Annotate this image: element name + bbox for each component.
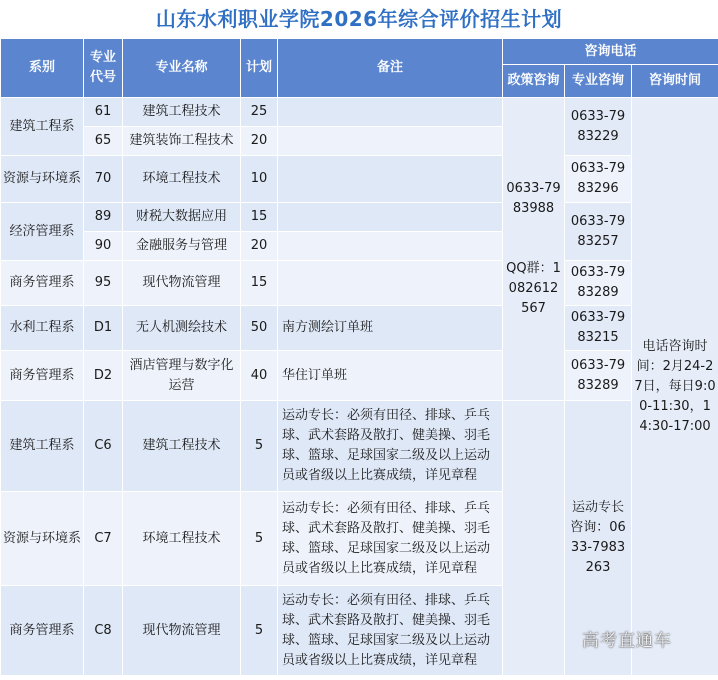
major-contact-cell: 0633-7983296: [565, 156, 632, 203]
code-cell: 70: [84, 156, 123, 203]
dept-cell: 建筑工程系: [1, 401, 84, 492]
header-note: 备注: [278, 39, 503, 98]
plan-cell: 5: [241, 492, 278, 586]
name-cell: 无人机测绘技术: [123, 306, 241, 351]
watermark-text: 高考直通车: [582, 631, 672, 651]
note-cell: 运动专长：必须有田径、排球、乒乓球、武术套路及散打、健美操、羽毛球、篮球、足球国家二级及以上运动员或省级以上比赛成绩，详见章程: [278, 492, 503, 586]
enrollment-plan-table: [0, 38, 718, 676]
table-row: [1, 261, 718, 306]
plan-cell: 20: [241, 127, 278, 156]
plan-cell: 15: [241, 203, 278, 232]
table-row: [1, 98, 718, 127]
major-contact-cell: 0633-7983257: [565, 203, 632, 261]
major-contact-cell: 0633-7983215: [565, 306, 632, 351]
note-cell: 运动专长：必须有田径、排球、乒乓球、武术套路及散打、健美操、羽毛球、篮球、足球国家二级及以上运动员或省级以上比赛成绩，详见章程: [278, 586, 503, 676]
header-contact: 咨询电话: [503, 39, 718, 65]
name-cell: 财税大数据应用: [123, 203, 241, 232]
code-cell: D1: [84, 306, 123, 351]
name-cell: 建筑装饰工程技术: [123, 127, 241, 156]
plan-cell: 5: [241, 401, 278, 492]
plan-cell: 10: [241, 156, 278, 203]
code-cell: 95: [84, 261, 123, 306]
consult-time-cell: 电话咨询时间：2月24-27日，每日9:00-11:30，14:30-17:00: [632, 98, 718, 676]
header-time: 咨询时间: [632, 65, 718, 98]
dept-cell: 商务管理系: [1, 586, 84, 676]
code-cell: 61: [84, 98, 123, 127]
table-row: [1, 203, 718, 232]
policy-qq: QQ群：1082612567: [506, 261, 561, 316]
code-cell: 90: [84, 232, 123, 261]
header-major: 专业咨询: [565, 65, 632, 98]
sports-contact-cell: 运动专长咨询：0633-7983263: [565, 401, 632, 676]
dept-cell: 商务管理系: [1, 351, 84, 401]
note-cell: 南方测绘订单班: [278, 306, 503, 351]
dept-cell: 资源与环境系: [1, 156, 84, 203]
code-cell: C8: [84, 586, 123, 676]
table-row: [1, 306, 718, 351]
name-cell: 建筑工程技术: [123, 401, 241, 492]
header-dept: 系别: [1, 39, 84, 98]
note-cell: [278, 261, 503, 306]
policy-phone: 0633-7983988: [506, 181, 561, 216]
note-cell: [278, 203, 503, 232]
code-cell: 65: [84, 127, 123, 156]
plan-cell: 5: [241, 586, 278, 676]
plan-cell: 50: [241, 306, 278, 351]
dept-cell: 资源与环境系: [1, 492, 84, 586]
header-plan: 计划: [241, 39, 278, 98]
code-cell: 89: [84, 203, 123, 232]
note-cell: 华住订单班: [278, 351, 503, 401]
header-code: 专业代号: [84, 39, 123, 98]
name-cell: 酒店管理与数字化运营: [123, 351, 241, 401]
page-title: 山东水利职业学院2026年综合评价招生计划: [155, 7, 563, 31]
major-contact-cell: 0633-7983289: [565, 351, 632, 401]
note-cell: [278, 156, 503, 203]
header-policy: 政策咨询: [503, 65, 565, 98]
policy-contact-cell: [503, 98, 565, 401]
name-cell: 建筑工程技术: [123, 98, 241, 127]
table-row: [1, 156, 718, 203]
major-contact-cell: 0633-7983289: [565, 261, 632, 306]
note-cell: [278, 127, 503, 156]
name-cell: 环境工程技术: [123, 492, 241, 586]
note-cell: [278, 232, 503, 261]
name-cell: 现代物流管理: [123, 261, 241, 306]
dept-cell: 经济管理系: [1, 203, 84, 261]
plan-cell: 15: [241, 261, 278, 306]
dept-cell: 商务管理系: [1, 261, 84, 306]
table-row: [1, 351, 718, 401]
plan-cell: 40: [241, 351, 278, 401]
code-cell: D2: [84, 351, 123, 401]
dept-cell: 水利工程系: [1, 306, 84, 351]
code-cell: C6: [84, 401, 123, 492]
note-cell: 运动专长：必须有田径、排球、乒乓球、武术套路及散打、健美操、羽毛球、篮球、足球国家二级及以上运动员或省级以上比赛成绩，详见章程: [278, 401, 503, 492]
major-contact-cell: 0633-7983229: [565, 98, 632, 156]
policy-contact-empty: [503, 401, 565, 676]
name-cell: 金融服务与管理: [123, 232, 241, 261]
code-cell: C7: [84, 492, 123, 586]
plan-cell: 20: [241, 232, 278, 261]
name-cell: 环境工程技术: [123, 156, 241, 203]
header-name: 专业名称: [123, 39, 241, 98]
plan-cell: 25: [241, 98, 278, 127]
note-cell: [278, 98, 503, 127]
name-cell: 现代物流管理: [123, 586, 241, 676]
dept-cell: 建筑工程系: [1, 98, 84, 156]
table-row: [1, 401, 718, 492]
